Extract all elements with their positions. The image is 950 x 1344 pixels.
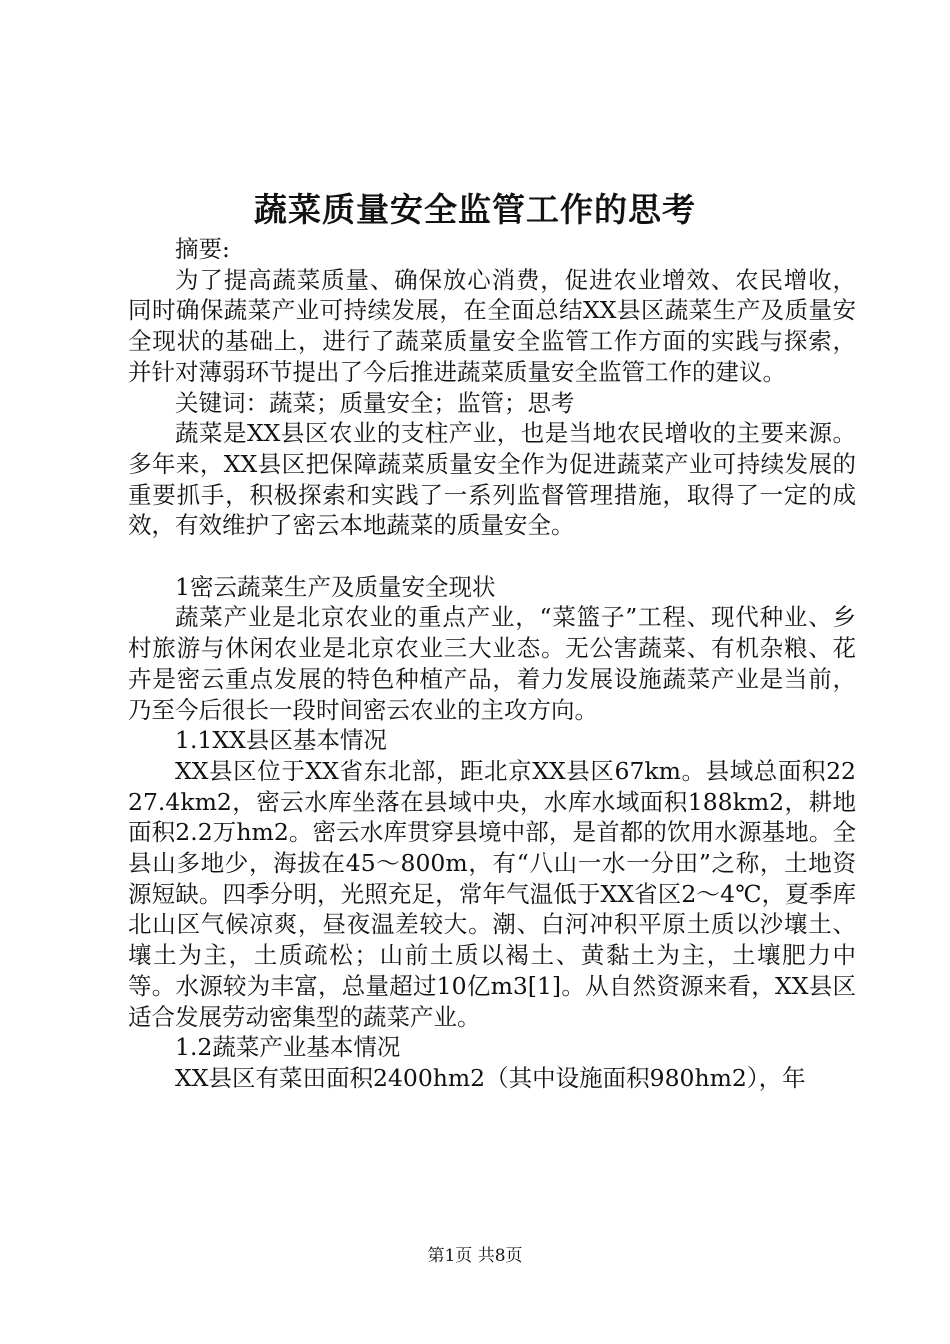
intro-paragraph: 蔬菜是XX县区农业的支柱产业，也是当地农民增收的主要来源。多年来，XX县区把保障蔬菜质量安全作为促进蔬菜产业可持续发展的重要抓手，积极探索和实践了一系列监督管理措施，取得了一定的成效，有效维护了密云本地蔬菜的质量安全。: [128, 419, 856, 540]
section-1-1-heading: 1.1XX县区基本情况: [175, 726, 387, 755]
abstract-heading: 摘要:: [175, 235, 230, 263]
page-footer: 第1页 共8页: [427, 1246, 523, 1266]
section-1-heading: 1密云蔬菜生产及质量安全现状: [175, 572, 496, 601]
document-body: [128, 234, 856, 1094]
abstract-paragraph: 为了提高蔬菜质量、确保放心消费，促进农业增效、农民增收，同时确保蔬菜产业可持续发展，在全面总结XX县区蔬菜生产及质量安全现状的基础上，进行了蔬菜质量安全监管工作方面的实践与探索，并针对薄弱环节提出了今后推进蔬菜质量安全监管工作的建议。: [128, 265, 856, 386]
section-1-paragraph: 蔬菜产业是北京农业的重点产业，“菜篮子”工程、现代种业、乡村旅游与休闲农业是北京农业三大业态。无公害蔬菜、有机杂粮、花卉是密云重点发展的特色种植产品，着力发展设施蔬菜产业是当前，乃至今后很长一段时间密云农业的主攻方向。: [128, 603, 856, 724]
document-title: 蔬菜质量安全监管工作的思考: [254, 190, 696, 229]
section-1-1-paragraph: XX县区位于XX省东北部，距北京XX县区67km。县域总面积2227.4km2，密云水库坐落在县域中央，水库水域面积188km2，耕地面积2.2万hm2。密云水库贯穿县境中部，是首都的饮用水源基地。全县山多地少，海拔在45～800m，有“八山一水一分田”之称，土地资源短缺。四季分明，光照充足，常年气温低于XX省区2～4℃，夏季库北山区气候凉爽，昼夜温差较大。潮、白河冲积平原土质以沙壤土、壤土为主，土质疏松；山前土质以褐土、黄黏土为主，土壤肥力中等。水源较为丰富，总量超过10亿m3[1]。从自然资源来看，XX县区适合发展劳动密集型的蔬菜产业。: [128, 756, 856, 1031]
section-1-2-heading: 1.2蔬菜产业基本情况: [175, 1033, 401, 1062]
section-1-2-paragraph: XX县区有菜田面积2400hm2（其中设施面积980hm2），年: [175, 1063, 806, 1092]
keywords-line: 关键词：蔬菜；质量安全；监管；思考: [175, 388, 575, 417]
